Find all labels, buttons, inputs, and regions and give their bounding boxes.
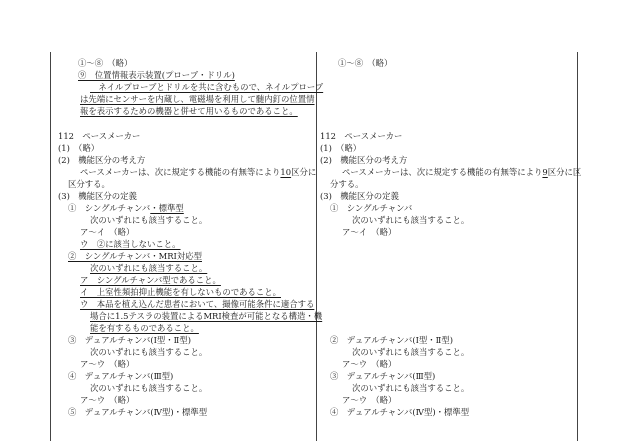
def-1-heading: ① シングルチャンバ (330, 203, 413, 213)
def-4-text: 次のいずれにも該当すること。 (90, 383, 208, 393)
def-2-heading: ② シングルチャンバ・MRI対応型 (68, 251, 202, 261)
def-3-text: 次のいずれにも該当すること。 (90, 347, 208, 357)
def-3-heading: ③ デュアルチャンバ(Ⅰ型・Ⅱ型) (68, 335, 191, 345)
def-1-text: 次のいずれにも該当すること。 (90, 215, 208, 225)
category-count: 10 (280, 167, 292, 177)
def-4-heading: ④ デュアルチャンバ(Ⅳ型)・標準型 (330, 407, 470, 417)
item-9-text-line2: は先端にセンサーを内蔵し、電磁場を利用して髄内釘の位置情 (80, 94, 315, 104)
def-1-heading-a: ① シングルチャンバ (68, 203, 151, 213)
def-3-text: 次のいずれにも該当すること。 (352, 383, 470, 393)
sub-2-text-b: 区分に (291, 167, 317, 177)
category-count: 9 (542, 167, 548, 177)
left-border (50, 52, 51, 441)
def-1-a-i: ア～イ （略） (80, 227, 135, 237)
sub-2-heading: (2) 機能区分の考え方 (58, 155, 146, 165)
def-1-heading (68, 202, 184, 215)
item-1-8: ①～⑧ （略） (78, 58, 133, 68)
def-3-a-u: ア～ウ （略） (342, 395, 397, 405)
sub-1: (1) （略） (320, 143, 362, 153)
item-1-8: ①～⑧ （略） (338, 58, 393, 68)
item-9-text-line1: ネイルプローブとドリルを共に含むもので、ネイルプローブ (90, 82, 324, 92)
right-border (577, 52, 578, 441)
def-2-text: 次のいずれにも該当すること。 (352, 347, 470, 357)
sub-2-text-b: 区分に区 (547, 167, 582, 177)
def-1-a-i: ア～イ （略） (342, 227, 397, 237)
section-112-heading: 112 ペースメーカー (58, 131, 141, 141)
def-2-i: イ 上室性頻拍抑止機能を有しないものであること。 (80, 287, 281, 297)
sub-3-heading: (3) 機能区分の定義 (320, 191, 399, 201)
def-2-text: 次のいずれにも該当すること。 (90, 263, 208, 273)
sub-2-text-a: ペースメーカーは、次に規定する機能の有無等により (80, 167, 281, 177)
def-3-heading: ③ デュアルチャンバ(Ⅲ型) (330, 371, 436, 381)
def-2-u-line2: 場合に1.5テスラの装置によるMRI検査が可能となる構造・機 (90, 311, 323, 321)
def-1-u: ウ ②に該当しないこと。 (80, 239, 181, 249)
sub-1: (1) （略） (58, 143, 100, 153)
sub-2-text-cont: 区分する。 (68, 179, 110, 189)
sub-3-heading: (3) 機能区分の定義 (58, 191, 137, 201)
item-9-heading: ⑨ 位置情報表示装置(プローブ・ドリル) (78, 70, 235, 80)
sub-2-text-cont: 分する。 (330, 179, 364, 189)
def-5-heading: ⑤ デュアルチャンバ(Ⅳ型)・標準型 (68, 407, 208, 417)
def-4-heading: ④ デュアルチャンバ(Ⅲ型) (68, 371, 174, 381)
sub-2-text (342, 166, 581, 179)
sub-2-heading: (2) 機能区分の考え方 (320, 155, 408, 165)
def-4-a-u: ア～ウ （略） (80, 395, 135, 405)
def-3-a-u: ア～ウ （略） (80, 359, 135, 369)
def-2-a-u: ア～ウ （略） (342, 359, 397, 369)
section-112-heading: 112 ペースメーカー (320, 131, 403, 141)
def-1-text: 次のいずれにも該当すること。 (352, 215, 470, 225)
center-divider (316, 52, 317, 441)
sub-2-text-a: ペースメーカーは、次に規定する機能の有無等により (342, 167, 543, 177)
def-2-heading: ② デュアルチャンバ(Ⅰ型・Ⅱ型) (330, 335, 453, 345)
sub-2-text (80, 166, 316, 179)
def-2-a: ア シングルチャンバ型であること。 (80, 275, 221, 285)
def-1-heading-b: ・標準型 (150, 203, 184, 213)
item-9-text-line3: 報を表示するための機器と併せて用いるものであること。 (80, 106, 298, 116)
def-2-u-line1: ウ 本品を植え込んだ患者において、撮像可能条件に適合する (80, 299, 315, 309)
def-2-u-line3: 能を有するものであること。 (90, 323, 199, 333)
